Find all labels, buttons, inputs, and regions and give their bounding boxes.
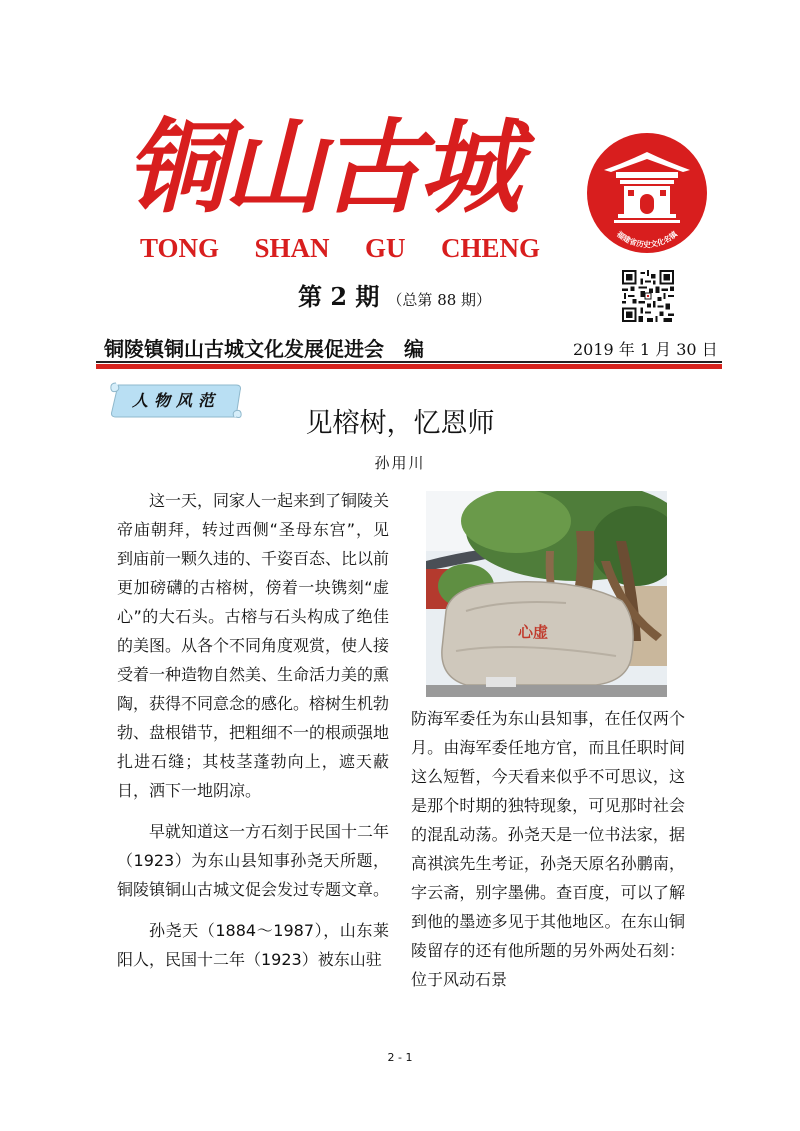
qr-code-icon bbox=[622, 270, 674, 322]
page-number: 2 - 1 bbox=[387, 1051, 413, 1064]
publication-date: 2019 年 1 月 30 日 bbox=[573, 340, 718, 359]
article-headline: 见榕树，忆恩师 bbox=[305, 408, 495, 439]
section-tag-label: 人物风范 bbox=[131, 391, 220, 410]
roman-word: SHAN bbox=[254, 233, 330, 263]
masthead-title: 铜山古城 bbox=[125, 108, 517, 228]
article-paragraph: 防海军委任为东山县知事，在任仅两个月。由海军委任地方官，而且任职时间这么短暂，今天看来似乎不可思议，这是那个时期的独特现象，可见那时社会的混乱动荡。孙尧天是一位书法家，据高祺滨先生考证，孙尧天原名孙鹏南，字云斋，别字墨佛。查百度，可以了解到他的墨迹多见于其他地区。在东山铜陵留存的还有他所题的另外两处石刻：位于风动石景 bbox=[411, 709, 685, 989]
publisher-line: 铜陵镇铜山古城文化发展促进会 编 bbox=[104, 337, 424, 361]
total-issue-label: （总第 88 期） bbox=[387, 291, 492, 309]
issue-label: 第 2 期 bbox=[298, 282, 380, 311]
roman-word: GU bbox=[364, 233, 406, 263]
masthead-romanization bbox=[140, 231, 540, 265]
article-author: 孙用川 bbox=[374, 454, 426, 472]
roman-word: TONG bbox=[140, 233, 220, 263]
article-column-left bbox=[117, 486, 389, 974]
banyan-stone-photo bbox=[426, 491, 667, 697]
divider-rule-red bbox=[96, 364, 722, 369]
article-paragraph: 孙尧天（1884～1987），山东莱阳人，民国十二年（1923）被东山驻 bbox=[117, 921, 389, 969]
roman-word: CHENG bbox=[440, 233, 540, 263]
article-paragraph: 早就知道这一方石刻于民国十二年（1923）为东山县知事孙尧天所题，铜陵镇铜山古城文促会发过专题文章。 bbox=[117, 822, 390, 899]
article-paragraph: 这一天，同家人一起来到了铜陵关帝庙朝拜，转过西侧“圣母东宫”，见到庙前一颗久违的、千姿百态、比以前更加磅礴的古榕树，傍着一块镌刻“虚心”的大石头。古榕与石头构成了绝佳的美图。从各个不同角度观赏，使人接受着一种造物自然美、生命活力美的熏陶，获得不同意念的感化。榕树生机勃勃、盘根错节，把粗细不一的根顽强地扎进石缝；其枝茎蓬勃向上，遮天蔽日，洒下一地阴凉。 bbox=[117, 491, 390, 800]
historic-town-seal-logo bbox=[586, 132, 708, 254]
seal-text: 福建省历史文化名镇 bbox=[614, 229, 680, 249]
issue-number bbox=[298, 282, 491, 312]
article-column-right bbox=[411, 704, 685, 994]
stone-inscription: 心虚 bbox=[518, 623, 549, 641]
divider-rule bbox=[96, 361, 722, 363]
